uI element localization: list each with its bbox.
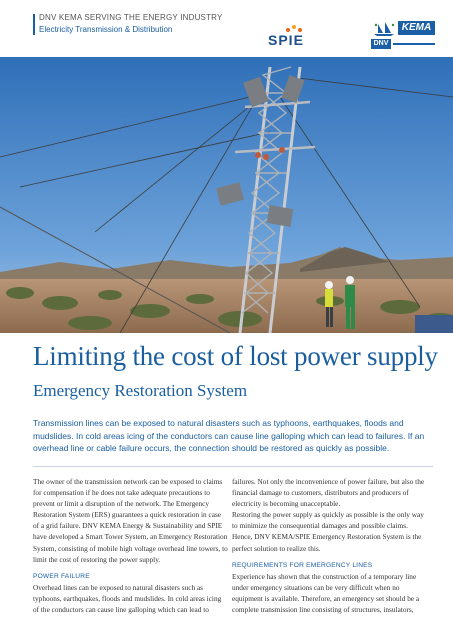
- section-heading-requirements: REQUIREMENTS FOR EMERGENCY LINES: [232, 561, 373, 569]
- section-divider: [33, 466, 433, 467]
- body-paragraph: failures. Not only the inconvenience of power failure, but also the financial damage to customers, distributors and producers of electricity is becoming unacceptable.: [232, 477, 425, 509]
- dnv-ship-icon: [371, 21, 397, 37]
- header-tagline: DNV KEMA SERVING THE ENERGY INDUSTRY: [39, 13, 223, 22]
- dnv-kema-logo: [371, 21, 435, 51]
- page-title: Limiting the cost of lost power supply: [33, 341, 438, 371]
- hero-photo-transmission-tower: [0, 57, 453, 333]
- tower-illustration: [0, 57, 453, 333]
- section-heading-power-failure: POWER FAILURE: [33, 572, 90, 580]
- body-column-right: [232, 476, 427, 621]
- spie-logo-text: SPIE: [268, 32, 304, 48]
- intro-paragraph: Transmission lines can be exposed to natural disasters such as typhoons, earthquakes, floods and mudslides. In cold areas icing of the conductors can cause line galloping which can lead to failures. If an overhead line or cable failure occurs, the connection should be restored as quickly as possible.: [33, 418, 425, 453]
- page-header: [0, 0, 453, 60]
- body-paragraph: Overhead lines can be exposed to natural disasters such as typhoons, earthquakes, floods and mudslides. In cold areas icing of the conductors can cause line galloping which can lead to: [33, 582, 222, 615]
- body-paragraph: The owner of the transmission network can be exposed to claims for compensation if he does not take adequate precautions to prevent or limit a disruption of the network. The Emergency Restoration System (ERS) guarantees a quick restoration in case of a grid failure. DNV KEMA Energy & Sustainability and SPIE have developed a Smart Tower System, an Emergency Restoration System, consisting of mobile high voltage overhead line towers, to limit the cost of restoring the power supply.: [33, 477, 228, 564]
- spie-logo: [268, 24, 324, 48]
- page-subtitle: Emergency Restoration System: [33, 381, 248, 400]
- header-division: Electricity Transmission & Distribution: [39, 25, 173, 34]
- body-paragraph: Experience has shown that the construction of a temporary line under emergency situations can be very difficult when no equipment is available. Therefore, an emergency set should be a complete transmission line consisting of structures, insulators,: [232, 571, 420, 615]
- body-paragraph: Restoring the power supply as quickly as possible is the only way to minimize the consequential damages and possible claims. Hence, DNV KEMA/SPIE Emergency Restoration System is the perfect solution to realize this.: [232, 510, 424, 553]
- kema-logo-text: KEMA: [398, 21, 435, 35]
- dnv-logo-text: DNV: [371, 39, 391, 49]
- logo-underline: [393, 43, 435, 45]
- header-accent-bar: [33, 14, 35, 35]
- body-column-left: [33, 476, 228, 621]
